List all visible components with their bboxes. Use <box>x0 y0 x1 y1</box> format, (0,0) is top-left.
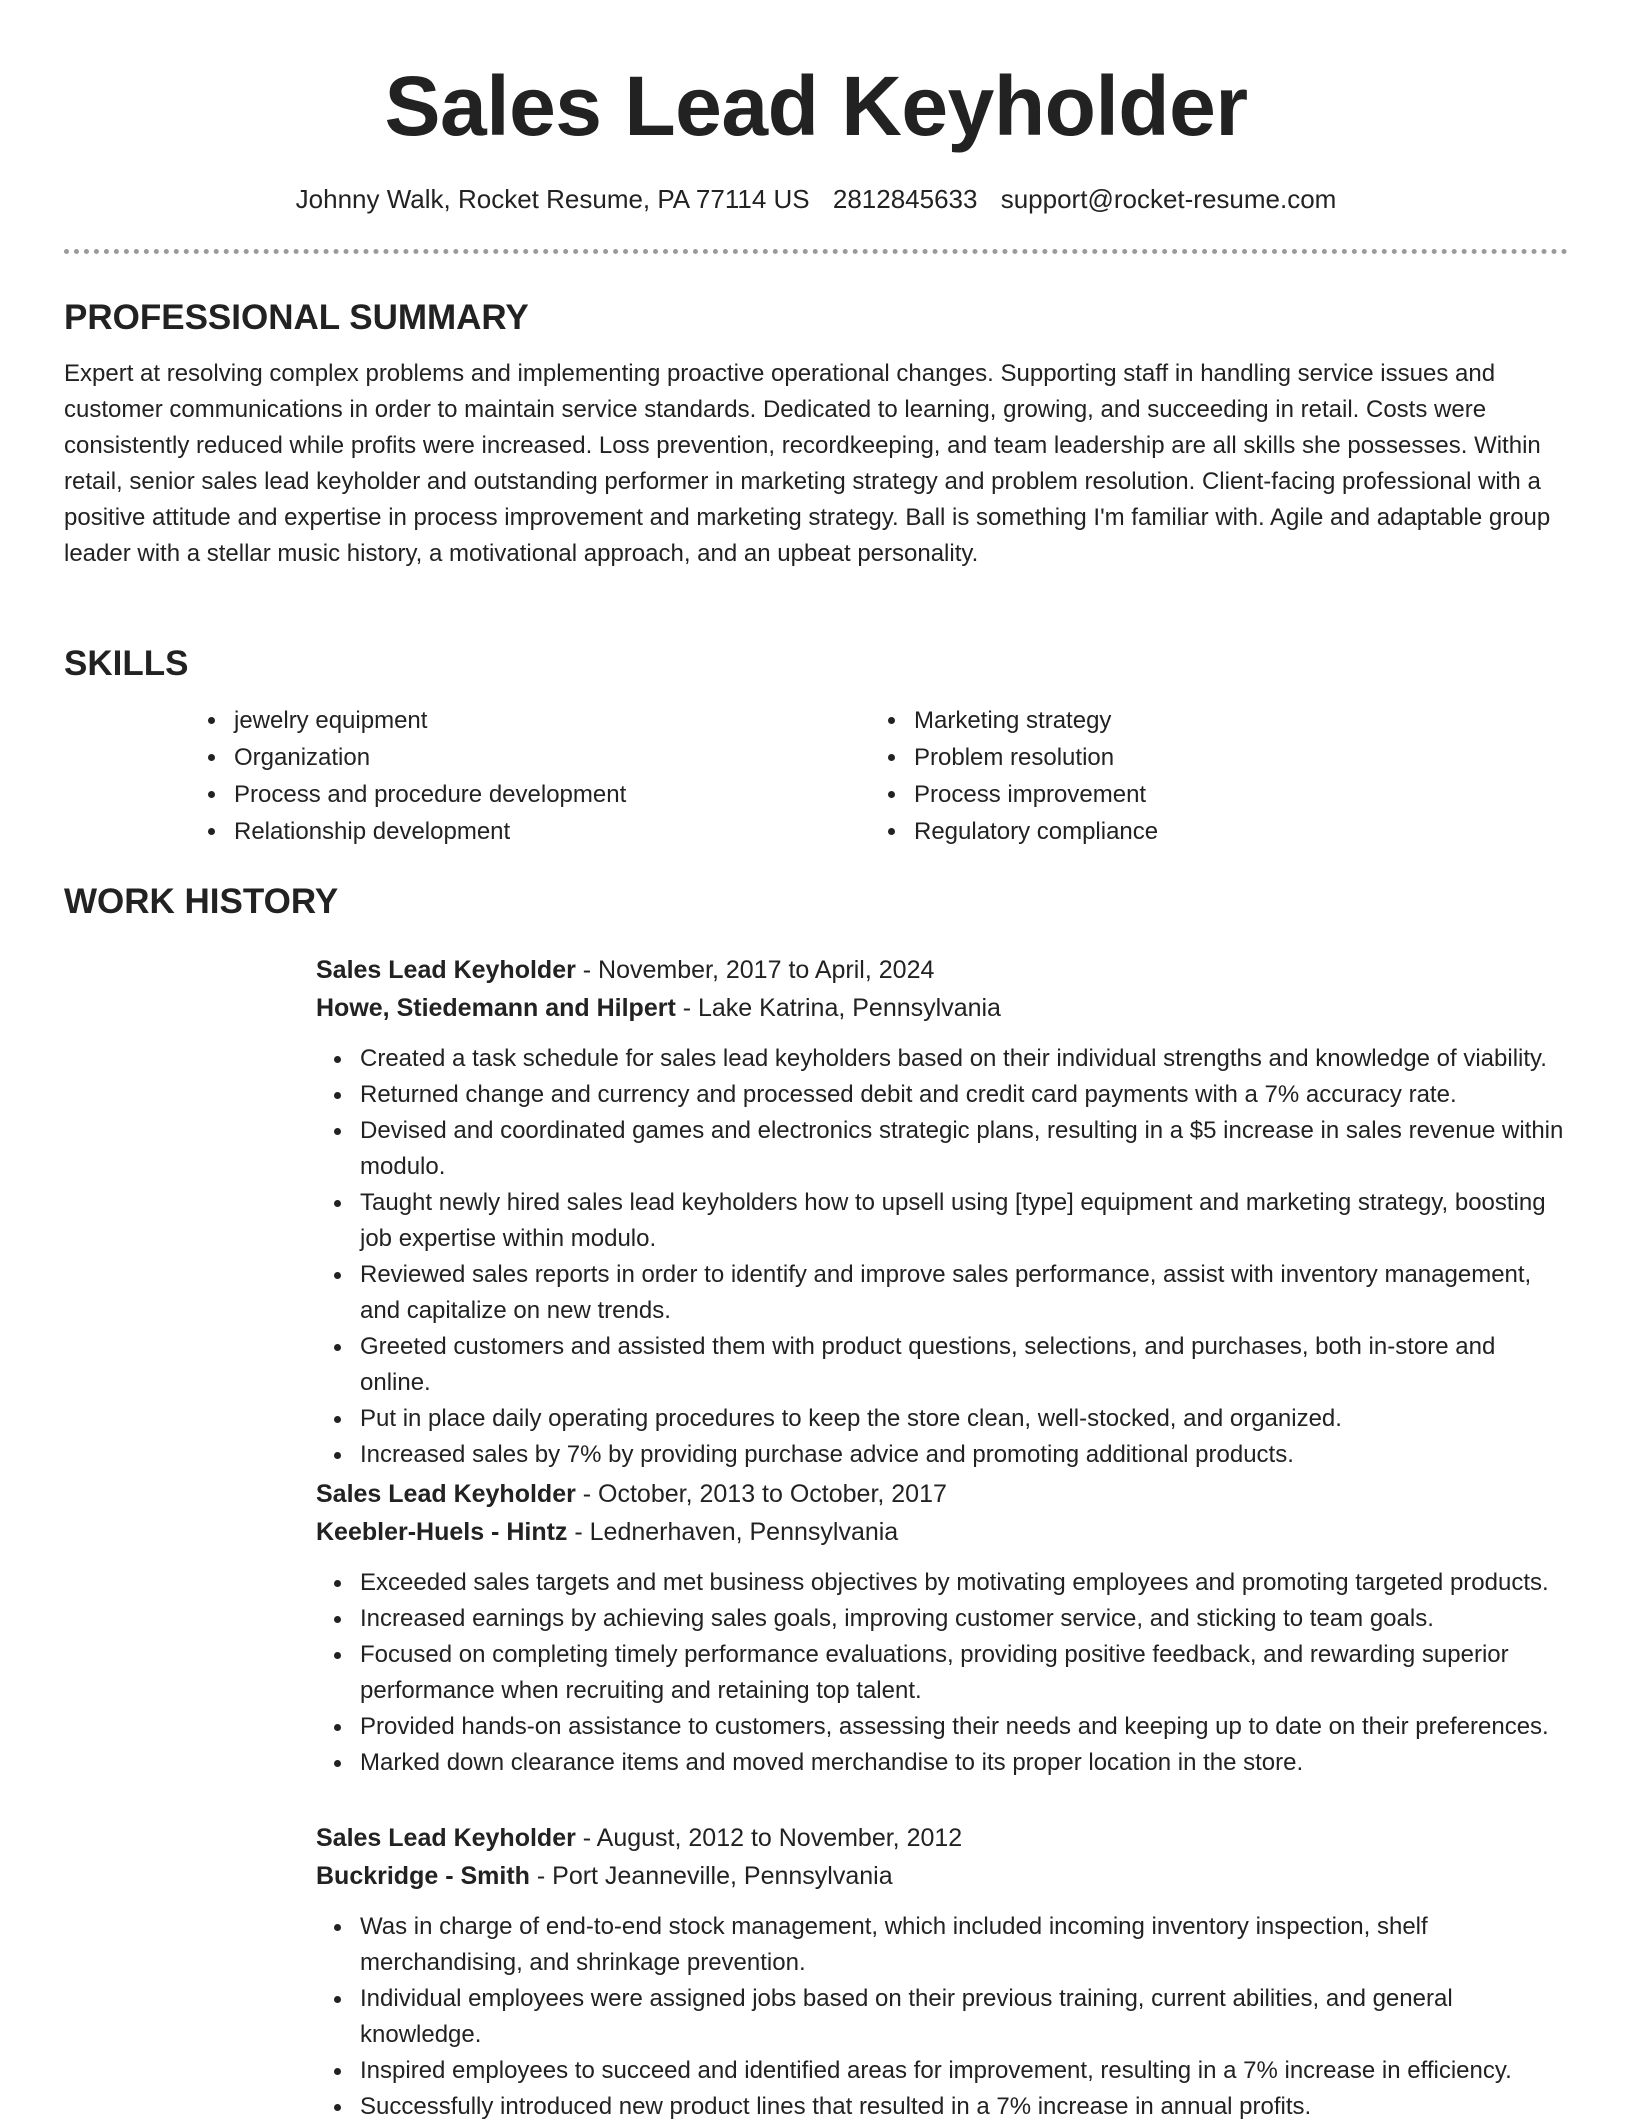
job-bullet: Marked down clearance items and moved merchandise to its proper location in the store. <box>360 1745 1568 1781</box>
header-divider <box>64 249 1568 254</box>
job-company-line <box>316 1513 1568 1551</box>
job-bullet: Greeted customers and assisted them with product questions, selections, and purchases, both in-store and online. <box>360 1329 1568 1401</box>
skill-item: Marketing strategy <box>914 702 1550 739</box>
job-company: Keebler-Huels - Hintz <box>316 1518 568 1546</box>
job-bullet: Inspired employees to succeed and identified areas for improvement, resulting in a 7% increase in efficiency. <box>360 2053 1568 2089</box>
contact-line <box>0 182 1632 216</box>
resume-title: Sales Lead Keyholder <box>384 59 1248 153</box>
job-bullet: Was in charge of end-to-end stock management, which included incoming inventory inspection, shelf merchandising, and shrinkage prevention. <box>360 1909 1568 1981</box>
job-company: Howe, Stiedemann and Hilpert <box>316 994 676 1022</box>
job-title: Sales Lead Keyholder <box>316 956 576 984</box>
job-bullet: Increased sales by 7% by providing purchase advice and promoting additional products. <box>360 1437 1568 1473</box>
job-location: - Lake Katrina, Pennsylvania <box>675 994 1001 1022</box>
job-entry <box>316 1819 1568 2125</box>
skill-item: Problem resolution <box>914 739 1550 776</box>
job-bullet: Exceeded sales targets and met business objectives by motivating employees and promoting targeted products. <box>360 1565 1568 1601</box>
job-bullets <box>316 1041 1568 1473</box>
summary-text: Expert at resolving complex problems and implementing proactive operational changes. Supporting staff in handling service issues and customer communications in order to maintain service standards. Dedicated to learning, growing, and succeeding in retail. Costs were consistently reduced while profits were increased. Loss prevention, recordkeeping, and team leadership are all skills she possesses. Within retail, senior sales lead keyholder and outstanding performer in marketing strategy and problem resolution. Client-facing professional with a positive attitude and expertise in process improvement and marketing strategy. Ball is something I'm familiar with. Agile and adaptable group leader with a stellar music history, a motivational approach, and an upbeat personality. <box>64 360 1551 567</box>
job-location: - Port Jeanneville, Pennsylvania <box>529 1862 893 1890</box>
job-bullet: Created a task schedule for sales lead keyholders based on their individual strengths and knowledge of viability. <box>360 1041 1568 1077</box>
job-bullet: Increased earnings by achieving sales goals, improving customer service, and sticking to team goals. <box>360 1601 1568 1637</box>
job-bullet: Put in place daily operating procedures to keep the store clean, well-stocked, and organized. <box>360 1401 1568 1437</box>
job-company-line <box>316 989 1568 1027</box>
job-bullet: Successfully introduced new product lines that resulted in a 7% increase in annual profits. <box>360 2089 1568 2125</box>
skill-item: jewelry equipment <box>234 702 870 739</box>
job-bullet: Returned change and currency and processed debit and credit card payments with a 7% accuracy rate. <box>360 1077 1568 1113</box>
contact-phone: 2812845633 <box>832 184 978 214</box>
contact-email: support@rocket-resume.com <box>1000 184 1337 214</box>
summary-section <box>64 296 1568 572</box>
skill-item: Process improvement <box>914 776 1550 813</box>
job-bullet: Devised and coordinated games and electronics strategic plans, resulting in a $5 increase in sales revenue within modulo. <box>360 1113 1568 1185</box>
skill-item: Regulatory compliance <box>914 813 1550 850</box>
skills-heading: SKILLS <box>64 644 189 683</box>
job-dates: - November, 2017 to April, 2024 <box>575 956 935 984</box>
job-dates: - October, 2013 to October, 2017 <box>575 1480 947 1508</box>
skills-column-left <box>190 702 870 850</box>
job-bullet: Taught newly hired sales lead keyholders how to upsell using [type] equipment and marketing strategy, boosting job expertise within modulo. <box>360 1185 1568 1257</box>
job-bullets <box>316 1565 1568 1781</box>
contact-address: Johnny Walk, Rocket Resume, PA 77114 US <box>295 184 810 214</box>
job-title: Sales Lead Keyholder <box>316 1480 576 1508</box>
job-company-line <box>316 1857 1568 1895</box>
job-company: Buckridge - Smith <box>316 1862 530 1890</box>
skill-item: Organization <box>234 739 870 776</box>
skills-grid <box>190 702 1568 850</box>
job-bullet: Reviewed sales reports in order to identify and improve sales performance, assist with inventory management, and capitalize on new trends. <box>360 1257 1568 1329</box>
skills-column-right <box>870 702 1550 850</box>
skill-item: Relationship development <box>234 813 870 850</box>
job-title-line <box>316 951 1568 989</box>
summary-heading: PROFESSIONAL SUMMARY <box>64 298 529 337</box>
skills-section <box>64 642 1568 850</box>
job-title-line <box>316 1475 1568 1513</box>
job-bullets <box>316 1909 1568 2125</box>
job-location: - Lednerhaven, Pennsylvania <box>567 1518 899 1546</box>
job-bullet: Individual employees were assigned jobs based on their previous training, current abilities, and general knowledge. <box>360 1981 1568 2053</box>
job-dates: - August, 2012 to November, 2012 <box>575 1824 963 1852</box>
job-bullet: Focused on completing timely performance evaluations, providing positive feedback, and rewarding superior performance when recruiting and retaining top talent. <box>360 1637 1568 1709</box>
job-entry <box>316 1475 1568 1781</box>
skill-item: Process and procedure development <box>234 776 870 813</box>
job-bullet: Provided hands-on assistance to customers, assessing their needs and keeping up to date on their preferences. <box>360 1709 1568 1745</box>
work-history-heading: WORK HISTORY <box>64 882 339 921</box>
job-title-line <box>316 1819 1568 1857</box>
job-entry <box>316 951 1568 1473</box>
work-history-section <box>64 880 1568 924</box>
job-title: Sales Lead Keyholder <box>316 1824 576 1852</box>
